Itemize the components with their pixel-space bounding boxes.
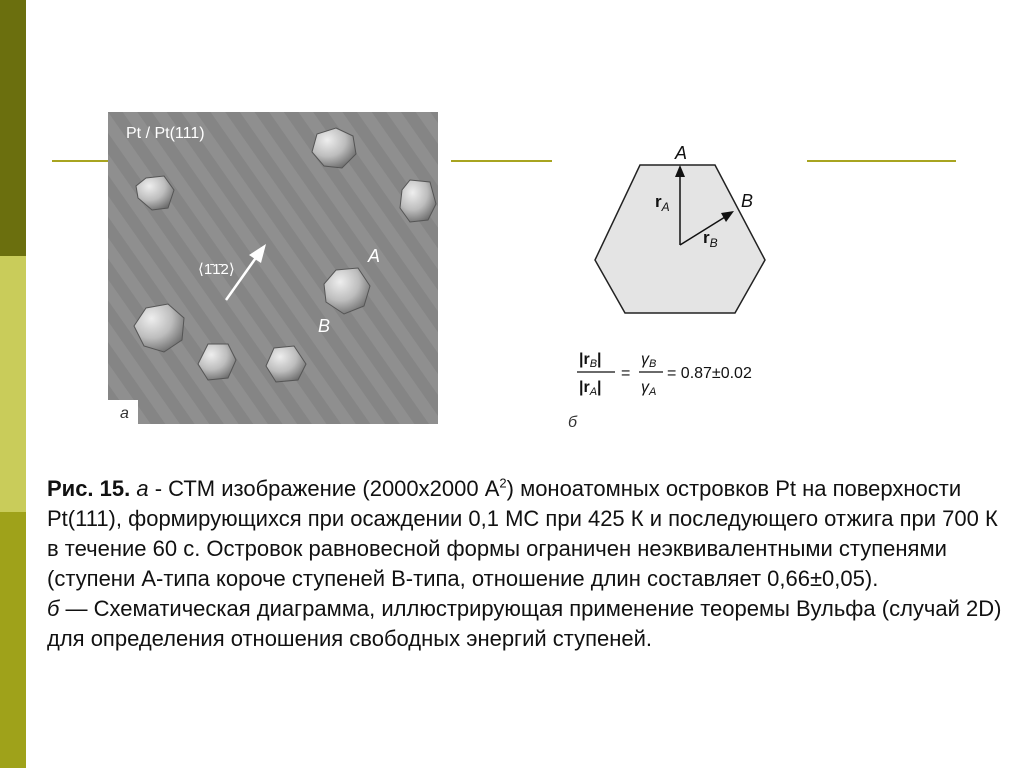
side-bar-light (0, 256, 26, 512)
caption-part-b (47, 594, 1007, 654)
panel-label-b: б (568, 414, 577, 431)
vector-ra-label: $r_A$ (655, 192, 670, 214)
stm-image (108, 112, 438, 424)
island-label-b: B (318, 316, 331, 336)
formula-numerator-left: |rB| (579, 351, 602, 370)
direction-label: ⟨1̄1̄2⟩ (198, 261, 235, 278)
caption-a-text-2: ) моноатомных островков Pt на поверхности Pt(111), формирующихся при осаждении 0,1 МС при 425 К и последующего отжига при 700 К в течение 60 с. Островок равновесной формы ограничен неэквивалентными ступенями (ступени А-типа короче ступеней В-типа, отношение длин составляет 0,66±0,05). (47, 476, 998, 591)
decor-line-left (52, 160, 108, 162)
island-label-a: A (368, 246, 381, 266)
side-bar-olive (0, 512, 26, 768)
caption-a-marker: а (136, 476, 149, 501)
formula-result: = 0.87±0.02 (667, 365, 752, 382)
formula-equals: = (621, 365, 631, 382)
diagram-label-b: B (741, 191, 754, 211)
caption-b-text: — Схематическая диаграмма, иллюстрирующая применение теоремы Вульфа (случай 2D) для определения отношения свободных энергий ступеней. (47, 596, 1002, 651)
caption-part-a (47, 474, 1007, 594)
diagram-label-a: A (675, 143, 688, 163)
island (400, 180, 436, 222)
wulff-diagram (585, 135, 785, 315)
stm-title: Pt / Pt(111) (126, 125, 205, 142)
figure-label: Рис. 15. (47, 476, 131, 501)
side-bar-dark (0, 0, 26, 256)
formula-gamma-numerator: γB (641, 351, 657, 370)
wulff-formula (575, 340, 795, 410)
formula-gamma-denominator: γA (641, 379, 657, 398)
caption-b-marker: б (47, 596, 60, 621)
caption-a-text-1: - СТМ изображение (2000x2000 А (148, 476, 500, 501)
decor-line-right (807, 160, 956, 162)
caption-a-superscript: 2 (499, 475, 507, 491)
vector-rb-label: $r_B$ (703, 228, 718, 250)
formula-denominator-left: |rA| (579, 379, 602, 398)
decor-line-middle (451, 160, 552, 162)
panel-label-a: a (120, 405, 129, 422)
figure-caption (47, 474, 1007, 654)
